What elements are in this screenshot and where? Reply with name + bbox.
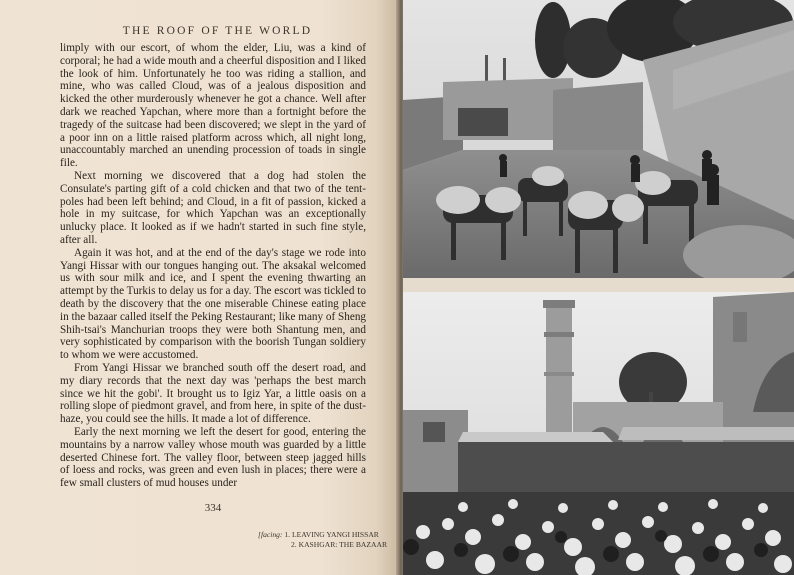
paragraph: Again it was hot, and at the end of the day's stage we rode into Yangi Hissar with our tongues hanging out. The aksakal welcomed us with sour milk and ice, and I spent the evening thwarting an attempt by the Turkis to delay us for a day. The escort was tickled to death by the discovery that the one miserable Chinese eating place in the bazaar called itself the Peking Restaurant; like many of Sheng Shih-tsai's Manchurian troops they were both Shantung men, and very sophisticated by comparison with the boorish Tungan soldiery to whom we were accustomed. [60, 246, 367, 362]
facing-label: [facing: [258, 530, 283, 539]
paragraph: Early the next morning we left the desert for good, entering the mountains by a narrow valley whose mouth was guarded by a little deserted Chinese fort. The valley floor, between steep jagged hills of loess and rocks, was green and even lush in places; there were a few small clusters of mud houses under [60, 425, 366, 490]
paragraph: limply with our escort, of whom the elder, Liu, was a kind of corporal; he had a wide mouth and a cheerful disposition and I liked the look of him. Unfortunately he too was riding a stallion, and mine, who was called Cloud, was of a jealous disposition and kicked the other murderously whenever he got a chance. Well after dark we reached Yapchan, where more than a fortnight before the tragedy of the suitcase had been discovered; we slept in the yard of a poor inn on a little raised platform across which, all night long, unaccountably marched an unending procession of toads in single file. [60, 42, 366, 170]
running-head: THE ROOF OF THE WORLD [122, 25, 313, 37]
paragraph: From Yangi Hissar we branched south off the desert road, and my diary records that the next day was 'perhaps the best march since we hit the gobi'. It brought us to Igiz Yar, a little oasis on a rolling slope of piedmont gravel, and from here, in spite of the dust-haze, you could see the hills. It made a lot of difference. [60, 361, 366, 426]
paragraph: Next morning we discovered that a dog had stolen the Consulate's parting gift of a cold chicken and that two of the tent-poles had been left behind; and Cloud, in a fit of passion, kicked a hole in my suitcase, for which Yapchan was an exceptionally unlucky place. It looked as if we hadn't started in such fine style, after all. [60, 169, 366, 246]
facing-captions [258, 530, 387, 550]
caption-2: 2. KASHGAR: THE BAZAAR [291, 540, 388, 549]
body-text [60, 42, 366, 490]
page-number: 334 [204, 502, 222, 514]
photo-kashgar-bazaar [403, 292, 794, 575]
caption-1: 1. LEAVING YANGI HISSAR [284, 530, 379, 539]
photo-leaving-yangi-hissar [403, 0, 794, 278]
